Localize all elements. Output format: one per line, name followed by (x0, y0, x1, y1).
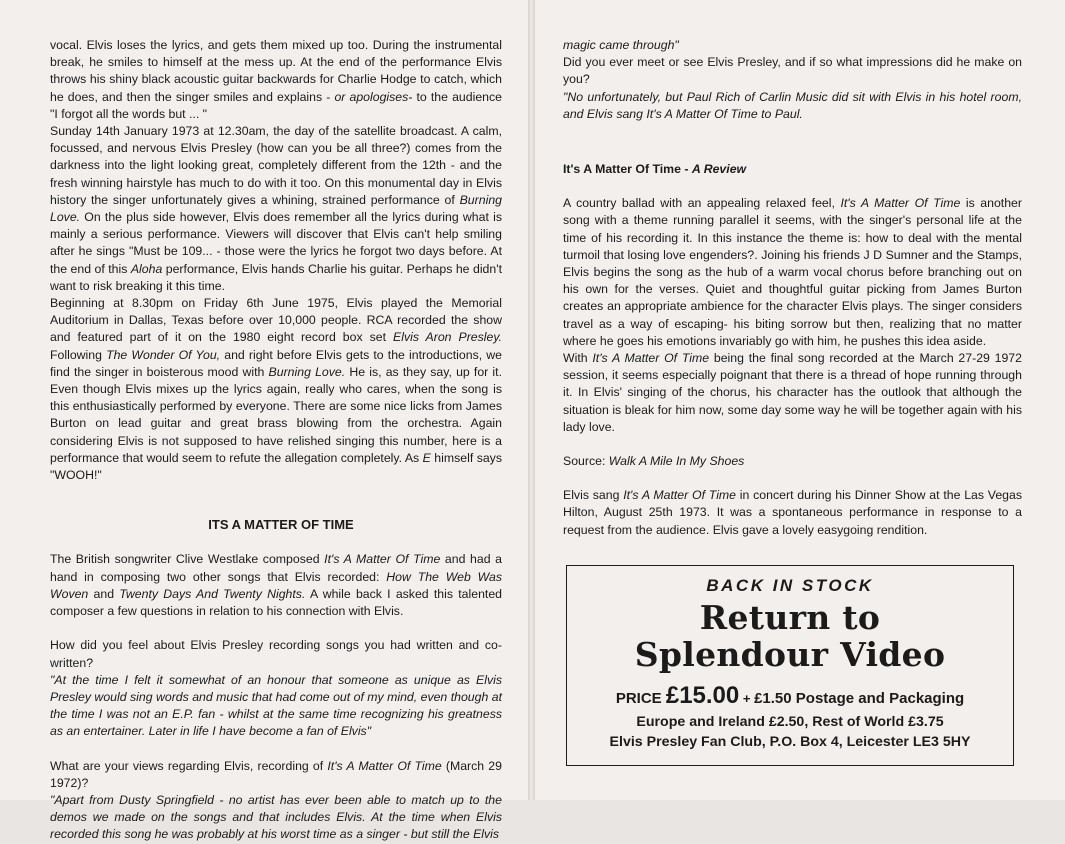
interview-answer (563, 89, 1022, 123)
text-run: being the final song recorded at the March 27-29 1972 session, it seems especially poignant that there is a thread of hope running through it. In Elvis' singing of the chorus, his character has the outlook that although the situation is bleak for him now, some day some way he will be together again with his lady love. (563, 351, 1022, 434)
text-run: The British songwriter Clive Westlake composed (50, 552, 325, 567)
interview-answer (563, 37, 1022, 54)
text-run: Elvis sang (563, 488, 624, 503)
review-source (563, 453, 1022, 470)
ad-price-label: PRICE (615, 690, 666, 707)
ad-postage: £1.50 Postage and Packaging (754, 690, 965, 707)
interview-question (563, 54, 1022, 88)
italic-run: The Wonder Of You, (106, 347, 221, 362)
right-page-text (563, 37, 1022, 539)
page-gutter (528, 0, 535, 800)
text-run: Following (50, 347, 107, 362)
ad-price-amount: £15.00 (665, 682, 740, 709)
text-run: How did you feel about Elvis Presley recording songs you had written and co-written? (50, 638, 502, 670)
italic-run: "Apart from Dusty Springfield - no artist has ever been able to match up to the demos we made on the songs and that includes Elvis. At the time when Elvis recorded this song he was probably at his worst time as a singer - but still the Elvis (50, 792, 502, 842)
ad-tagline: BACK IN STOCK (706, 576, 874, 595)
italic-run: Burning Love. (50, 192, 502, 225)
italic-run: It's A Matter Of Time (840, 196, 961, 211)
advertisement-box (566, 565, 1014, 766)
italic-run: magic came through" (563, 38, 679, 52)
italic-run: E (422, 450, 431, 465)
ad-title-line2: Splendour Video (634, 635, 946, 674)
left-page-text (50, 37, 502, 844)
text-run: What are your views regarding Elvis, recording of (50, 758, 328, 773)
left-page (0, 0, 528, 842)
review-heading (563, 161, 1022, 178)
review-paragraph (563, 487, 1022, 539)
text-run: On the plus side however, Elvis does remember all the lyrics during what is mainly a serious performance. Viewers will discover that Elvis can't help smiling after he sings "Must be 109... - those were the lyrics he forgot two days before. At the end of this (50, 210, 502, 276)
review-paragraph (563, 195, 1022, 350)
left-paragraph (50, 295, 502, 484)
ad-overseas-prices: Europe and Ireland £2.50, Rest of World £3.75 (636, 714, 944, 730)
text-run: A while back I asked this talented composer a few questions in relation to his connection with Elvis. (50, 586, 503, 619)
text-run: vocal. Elvis loses the lyrics, and gets them mixed up too. During the instrumental break, he smiles to himself at the mess up. At the end of the performance Elvis throws his shiny black acoustic guitar backwards for Charlie Hodge to catch, which he does, and then the singer smiles and explains - (50, 38, 502, 104)
interview-question (50, 637, 502, 671)
text-run: He is, as they say, up for it. Even though Elvis mixes up the lyrics again, really who cares, when the song is this enthusiastically performed by everyone. There are some nice licks from James Burton on lead guitar and great brass blowing from the orchestra. Again considering Elvis is not supposed to have relished singing this number, here is a performance that would seem to refute the allegation completely. As (50, 364, 502, 465)
italic-run: How The Web Was Woven (50, 569, 502, 601)
italic-run: Elvis Aron Presley. (393, 330, 503, 345)
text-run: and (88, 586, 120, 601)
italic-run: It's A Matter Of Time (623, 488, 737, 503)
text-run: Sunday 14th January 1973 at 12.30am, the day of the satellite broadcast. A calm, focussed, and nervous Elvis Presley (how can you be all three?) comes from the darkness into the light looking great, completely different from the 12th - and the fresh winning hairstyle has much to do with it too. On this monumental day in Elvis history the singer unfortunately gives a whining, strained performance of (50, 124, 502, 207)
text-run: to the audience "I forgot all the words but ... " (50, 89, 502, 121)
text-run: performance, Elvis hands Charlie his guitar. Perhaps he didn't want to risk breaking it this time. (50, 261, 502, 293)
ad-title-line1: Return to (699, 598, 881, 637)
ad-address: Elvis Presley Fan Club, P.O. Box 4, Leicester LE3 5HY (609, 734, 971, 750)
text-run: Source: (563, 454, 609, 469)
italic-run: Twenty Days And Twenty Nights. (119, 586, 306, 601)
italic-run: It's A Matter Of Time (324, 552, 441, 567)
text-run: in concert during his Dinner Show at the Las Vegas Hilton, August 25th 1973. It was a spontaneous performance in response to a request from the audience. Elvis gave a lovely easygoing rendition. (563, 488, 1022, 537)
right-page (535, 0, 1065, 800)
interview-question (50, 758, 502, 792)
text-run: A country ballad with an appealing relaxed feel, (563, 196, 841, 211)
section-heading: ITS A MATTER OF TIME (208, 517, 354, 533)
text-run: himself says "WOOH!" (50, 450, 502, 483)
italic-run: It's A Matter Of Time (592, 351, 710, 366)
italic-run: "No unfortunately, but Paul Rich of Carlin Music did sit with Elvis in his hotel room, and Elvis sang It's A Matter Of Time to Paul. (563, 89, 1022, 121)
italic-run: "At the time I felt it somewhat of an honour that someone as unique as Elvis Presley would sing words and music that had come out of my mind, even though at the time I was not an E.P. fan - whilst at the same time recognizing his greatness as an entertainer. Later in life I have become a fan of Elvis" (50, 672, 502, 739)
italic-run: It's A Matter Of Time (327, 758, 442, 773)
text-run: With (563, 351, 593, 366)
italic-run: Walk A Mile In My Shoes (608, 454, 745, 469)
italic-run: or apologises- (334, 89, 413, 104)
text-run: and had a hand in composing two other songs that Elvis recorded: (50, 552, 503, 584)
left-paragraph (50, 123, 502, 295)
interview-answer (50, 672, 502, 741)
text-run: Did you ever meet or see Elvis Presley, and if so what impressions did he make on you? (563, 55, 1022, 87)
review-paragraph (563, 350, 1022, 436)
text-run: and right before Elvis gets to the introductions, we find the singer in boisterous mood with (50, 347, 502, 379)
left-paragraph (50, 37, 502, 123)
text-run: is another song with a theme running parallel it seems, with the singer's personal life at the time of his recording it. In this instance the theme is: how to deal with the mental turmoil that losing love engenders?. Joining his friends J D Sumner and the Stamps, Elvis begins the song as the hub of a warm vocal chorus before branching out on his own for the verses. Quiet and thoughtful guitar picking from James Burton creates an appropriate ambience for the character Elvis plays. The singer considers travel as a way of escaping- his biting sorrow but then, realizing that no matter where he goes his emotions invariably go with him, he pushes this idea aside. (563, 196, 1022, 348)
italic-run: Burning Love. (268, 364, 346, 379)
review-heading-main: It's A Matter Of Time - (563, 162, 692, 177)
text-run: (March 29 1972)? (50, 758, 502, 790)
text-run: Beginning at 8.30pm on Friday 6th June 1975, Elvis played the Memorial Auditorium in Dallas, Texas before over 10,000 people. RCA recorded the show and featured part of it on the 1980 eight record box set (50, 296, 502, 345)
left-paragraph (50, 551, 502, 620)
review-heading-italic: A Review (691, 162, 747, 177)
ad-price-plus: + (739, 691, 755, 706)
ad-price-line (567, 682, 1013, 710)
italic-run: Aloha (130, 261, 163, 276)
